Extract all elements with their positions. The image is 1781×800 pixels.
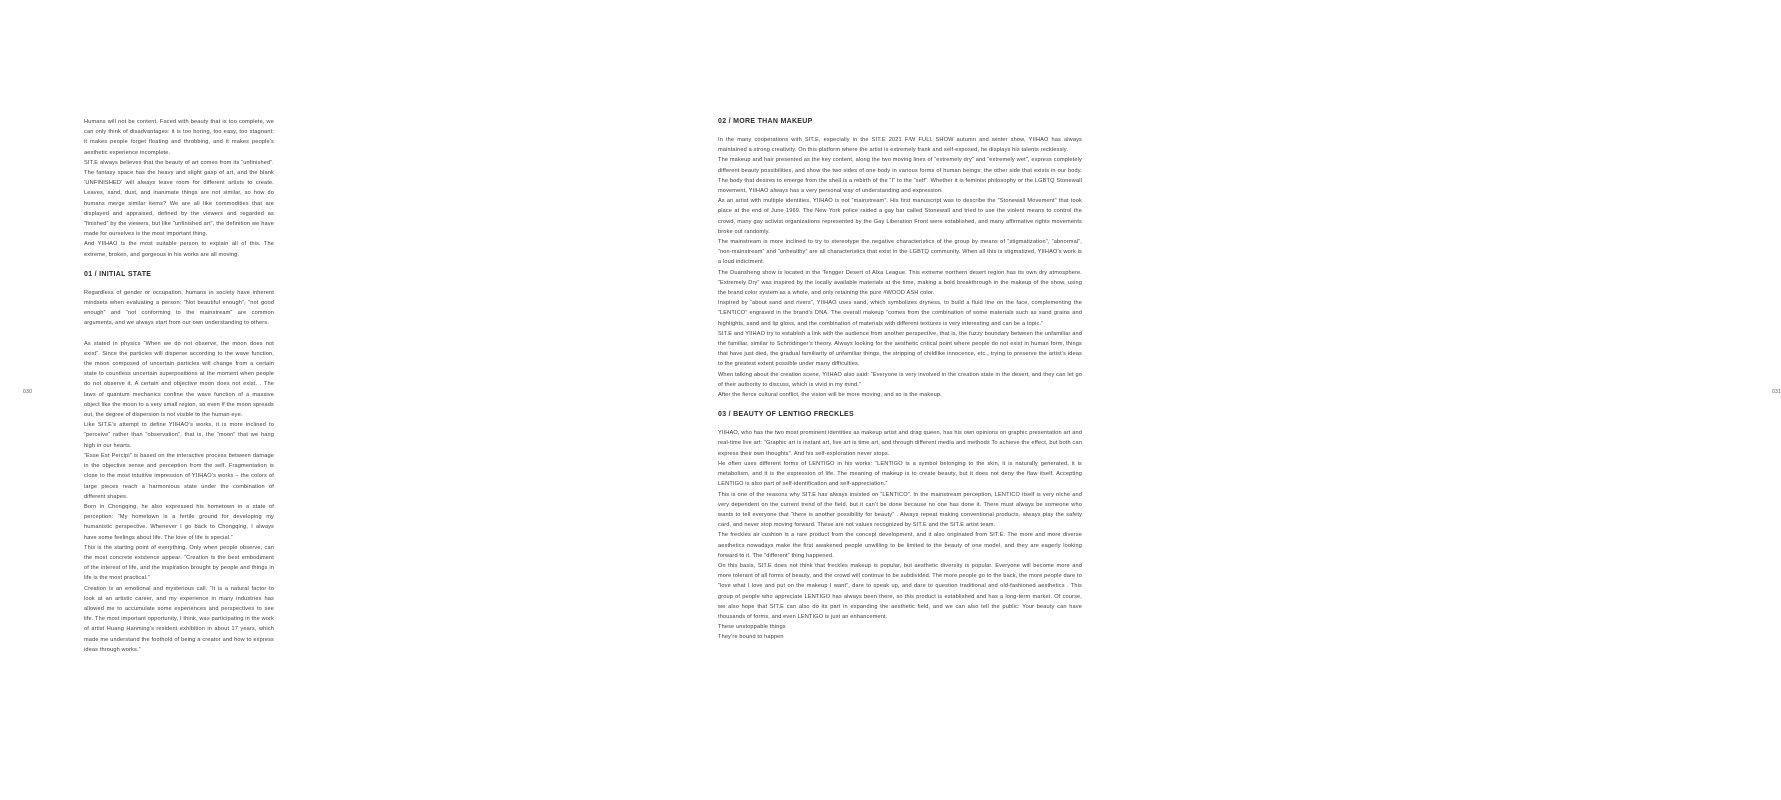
page-number: 031 bbox=[1772, 389, 1781, 395]
page-number: 030 bbox=[23, 389, 33, 395]
body-paragraph: SIT.E and YIIHAO try to establish a link with the audience from another perspective, that is, the fuzzy boundary between the unfamiliar and the familiar, similar to Schrödinger’s theory. Always looking for the aesthetic critical point where people do not exist in human form, things that have just died, the gradual familiarity of unfamiliar things, the stripping of childlike innocence, etc., trying to preserve the artist’s ideas to the greatest extent possible under many difficulties. bbox=[718, 330, 1082, 368]
section-title: 02 / MORE THAN MAKEUP bbox=[718, 118, 813, 125]
left-page bbox=[0, 0, 600, 800]
body-paragraph: The Duansheng show is located in the Tengger Desert of Alxa League. This extreme northern desert region has its own dry atmosphere. “Extremely Dry” was inspired by the locally available materials at the time, making a bold breakthrough in the makeup of the show, using the brand color system as a whole, and only retaining the pure #WOOD ASH color. bbox=[718, 269, 1082, 297]
body-paragraph: Regardless of gender or occupation, humans in society have inherent mindsets when evaluating a person: “Not beautiful enough”, “not good enough” and “not conforming to the mainstream” are common arguments, and we always start from our own understanding to others. bbox=[84, 289, 274, 327]
body-paragraph: Creation is an emotional and mysterious call. “It is a natural factor to look at an artistic career, and my experience in many industries has allowed me to accumulate some experiences and perspectives to see life. The most important opportunity, I think, was participating in the work of artist Huang Hanming’s resident exhibition in about 17 years, which made me understand the foothold of being a creator and how to express ideas through works.” bbox=[84, 585, 274, 653]
left-text-column bbox=[84, 117, 274, 655]
right-text-column bbox=[718, 117, 1082, 643]
intro-paragraph: SIT.E always believes that the beauty of art comes from its “unfinished”. The fantasy space has the heavy and slight gasp of art, and the blank ‘UNFINISHED’ will always leave room for different artists to create. Leaves, sand, dust, and inanimate things are not similar, so how do humans merge similar items? We are all like commodities that are displayed and appraised, defined by the viewers and regarded as “finished” by the viewers, but like “unfinished art”, the definition we have made for ourselves is the most important thing. bbox=[84, 159, 274, 238]
intro-paragraph: Humans will not be content. Faced with beauty that is too complete, we can only think of disadvantages: it is too boring, too easy, too stagnant; it makes people forget floating and throbbing, and it makes people’s aesthetic experience incomplete. bbox=[84, 119, 274, 156]
body-paragraph: The mainstream is more inclined to try to stereotype the negative characteristics of the group by means of “stigmatization”, “abnormal”, “non-mainstream” and “unhealthy” are all characteristics that exist in the LGBTQ community. When all this is stigmatized, YIIHAO’s work is a loud indictment. bbox=[718, 239, 1082, 266]
body-paragraph: On this basis, SIT.E does not think that freckles makeup is popular, but aesthetic diversity is popular. Everyone will become more and more tolerant of all forms of beauty, and the crowd will continue to be subdivided. The more people go to the back, the more people dare to “love what I love and put on the makeup I want”, dare to speak up, and dare to question traditional and old-fashioned aesthetics . This group of people who appreciate LENTIGO has always been there, so this product is established and has a long-term market. Of course, we also hope that SIT.E can also do its part in expanding the aesthetic field, and we can also tell the public: Your beauty can have thousands of forms, and even LENTIGO is just an enhancement. bbox=[718, 562, 1082, 620]
body-paragraph: As stated in physics “When we do not observe, the moon does not exist”. Since the particles will disperse according to the wave function, the moon composed of uncertain particles will change from a certain state to countless uncertain superpositions at the moment when people do not observe it. A certain and objective moon does not exist. . The laws of quantum mechanics confine the wave function of a massive object like the moon to a very small region, so even if the moon spreads out, the degree of dispersion is not visible to the human eye. bbox=[84, 340, 274, 419]
body-paragraph: When talking about the creation scene, YIIHAO also said: “Everyone is very involved in the creation state in the desert, and they can let go of their authority to discuss, which is vivid in my mind.” bbox=[718, 371, 1082, 388]
body-paragraph: He often uses different forms of LENTIGO in his works: “LENTIGO is a symbol belonging to the skin, it is naturally generated, it is metabolism, and it is the expression of life. The meaning of makeup is to create beauty, but it does not deny the flaw itself. Accepting LENTIGO is also part of self-identification and self-appreciation.” bbox=[718, 460, 1082, 488]
body-paragraph: “Esse Est Percipi” is based on the interactive process between damage in the objective sense and perception from the self. Fragmentation is close to the most intuitive impression of YIIHAO’s works – the colors of large pieces reach a harmonious state under the combination of different shapes. bbox=[84, 452, 274, 500]
body-paragraph: The freckles air cushion is a rare product from the concept development, and it also originated from SIT.E. The more and more diverse aesthetics nowadays make the first awakened people unwilling to be limited to the beauty of one model, and they are eagerly looking forward to it. The “different” thing happened. bbox=[718, 532, 1082, 559]
section-title: 03 / BEAUTY OF LENTIGO FRECKLES bbox=[718, 411, 854, 419]
intro-paragraph: And YIIHAO is the most suitable person to explain all of this. The extreme, broken, and gorgeous in his works are all moving. bbox=[84, 241, 274, 258]
body-paragraph: This is one of the reasons why SIT.E has always insisted on “LENTICO”. In the mainstream perception, LENTICO itself is very niche and very dependent on the current trend of the field, but it can’t be done because no one has done it. There must always be someone who wants to tell everyone that “there is another possibility for beauty” . Always repeat making conventional products, always play the safety card, and never stop moving forward. These are not values recognized by SIT.E and the SIT.E artist team. bbox=[718, 491, 1082, 529]
body-paragraph: YIIHAO, who has the two most prominent identities as makeup artist and drag queen, has his own opinions on graphic presentation art and real-time live art: “Graphic art is instant art, live art is time art, and through different media and methods To achieve the effect, but both can express their own thoughts”. And his self-exploration never stops. bbox=[718, 430, 1082, 457]
body-paragraph: In the many cooperations with SIT.E, especially in the SIT.E 2021 F/W FULL SHOW autumn and winter show, YIIHAO has always maintained a strong creativity. On this platform where the artist is extremely frank and self-exposed, he displays his talents recklessly. bbox=[718, 137, 1082, 154]
body-paragraph: Born in Chongqing, he also expressed his hometown in a state of perception: “My hometown is a fertile ground for developing my humanistic perspective. Whenever I go back to Chongqing, I always have some feelings about life. The love of life is special.” bbox=[84, 503, 274, 541]
body-paragraph: As an artist with multiple identities, YIIHAO is not “mainstream”. His first manuscript was to describe the “Stonewall Movement” that took place at the end of June 1969. The New York police raided a gay bar called Stonewall and tried to use the violent means to control the crowd, many gay activist organizations represented by the Gay Liberation Front were established, and many affirmative rights movements broke out randomly. bbox=[718, 198, 1082, 235]
body-paragraph: These unstoppable things bbox=[718, 624, 786, 631]
body-paragraph: The makeup and hair presented as the key content, along the two moving lines of “extremely dry” and “extremely wet”, express completely different beauty possibilities, and show the two sides of one body in various forms of human beings: the other side that exists in our body. The body that desires to emerge from the shell is a rebirth of the “I” to the “self”. Whether it is feminist philosophy or the LGBTQ Stonewall movement, YIIHAO always has a very personal way of understanding and expression. bbox=[718, 157, 1082, 195]
body-paragraph: After the fierce cultural conflict, the vision will be more moving, and so is the makeup. bbox=[718, 392, 942, 399]
body-paragraph: Inspired by “about sand and rivers”, YIIHAO uses sand, which symbolizes dryness, to build a fluid line on the face, complementing the “LENTICO” engraved in the brand’s DNA. The overall makeup “comes from the combination of some materials such as sand grains and highlights, sand and lip gloss, and the combination of materials with different textures is very interesting and can be a topic.” bbox=[718, 300, 1082, 327]
body-paragraph: Like SIT.E’s attempt to define YIIHAO’s works, it is more inclined to “perceive” rather than “observation”, that is, the “moon” that we hang high in our hearts. bbox=[84, 422, 274, 449]
body-paragraph: They’re bound to happen bbox=[718, 634, 784, 641]
body-paragraph: This is the starting point of everything. Only when people observe, can the most concrete existence appear. “Creation is the best embodiment of the interest of life, and the inspiration brought by people and things in life is the most practical.” bbox=[84, 544, 274, 582]
section-title: 01 / INITIAL STATE bbox=[84, 270, 152, 278]
